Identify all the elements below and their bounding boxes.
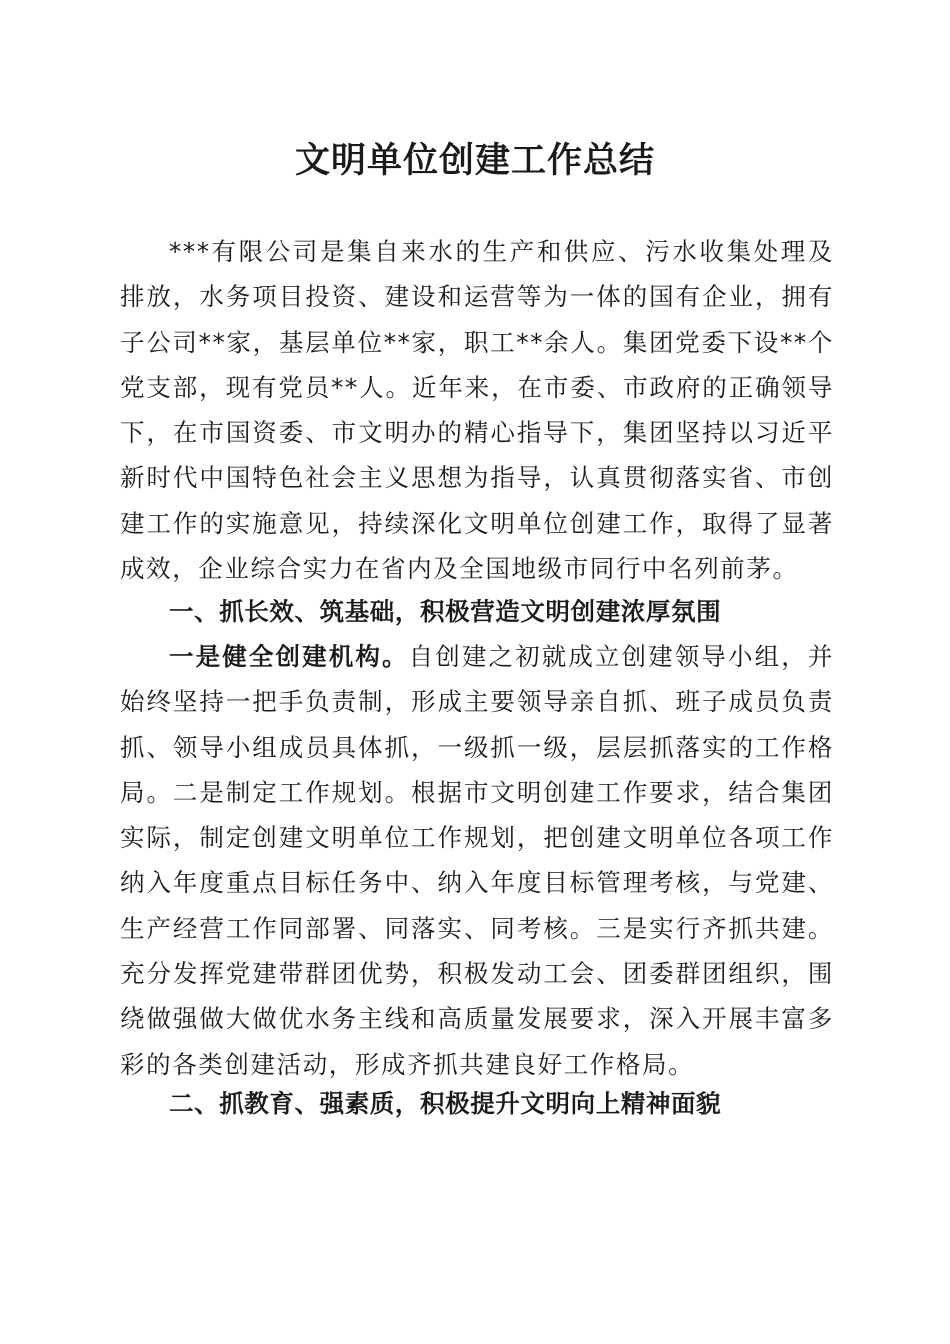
page-title: 文明单位创建工作总结 (294, 140, 655, 181)
section-1-lead: 一是健全创建机构。 (169, 642, 409, 671)
section-heading-2: 二、抓教育、强素质，积极提升文明向上精神面貌 (169, 1089, 722, 1118)
section-1-paragraph-text: 自创建之初就成立创建领导小组，并始终坚持一把手负责制，形成主要领导亲自抓、班子成员负责抓、领导小组成员具体抓，一级抓一级，层层抓落实的工作格局。二是制定工作规划。根据市文明创建工作要求，结合集团实际，制定创建文明单位工作规划，把创建文明单位各项工作纳入年度重点目标任务中、纳入年度目标管理考核，与党建、生产经营工作同部署、同落实、同考核。三是实行齐抓共建。充分发挥党建带群团优势，积极发动工会、团委群团组织，围绕做强做大做优水务主线和高质量发展要求，深入开展丰富多彩的各类创建活动，形成齐抓共建良好工作格局。 (120, 642, 834, 1079)
intro-paragraph: ***有限公司是集自来水的生产和供应、污水收集处理及排放，水务项目投资、建设和运营等为一体的国有企业，拥有子公司**家，基层单位**家，职工**余人。集团党委下设**个党支部，现有党员**人。近年来，在市委、市政府的正确领导下，在市国资委、市文明办的精心指导下，集团坚持以习近平新时代中国特色社会主义思想为指导，认真贯彻落实省、市创建工作的实施意见，持续深化文明单位创建工作，取得了显著成效，企业综合实力在省内及全国地级市同行中名列前茅。 (120, 237, 834, 584)
section-1-paragraph (120, 634, 834, 1087)
section-heading-1: 一、抓长效、筑基础，积极营造文明创建浓厚氛围 (169, 597, 722, 626)
